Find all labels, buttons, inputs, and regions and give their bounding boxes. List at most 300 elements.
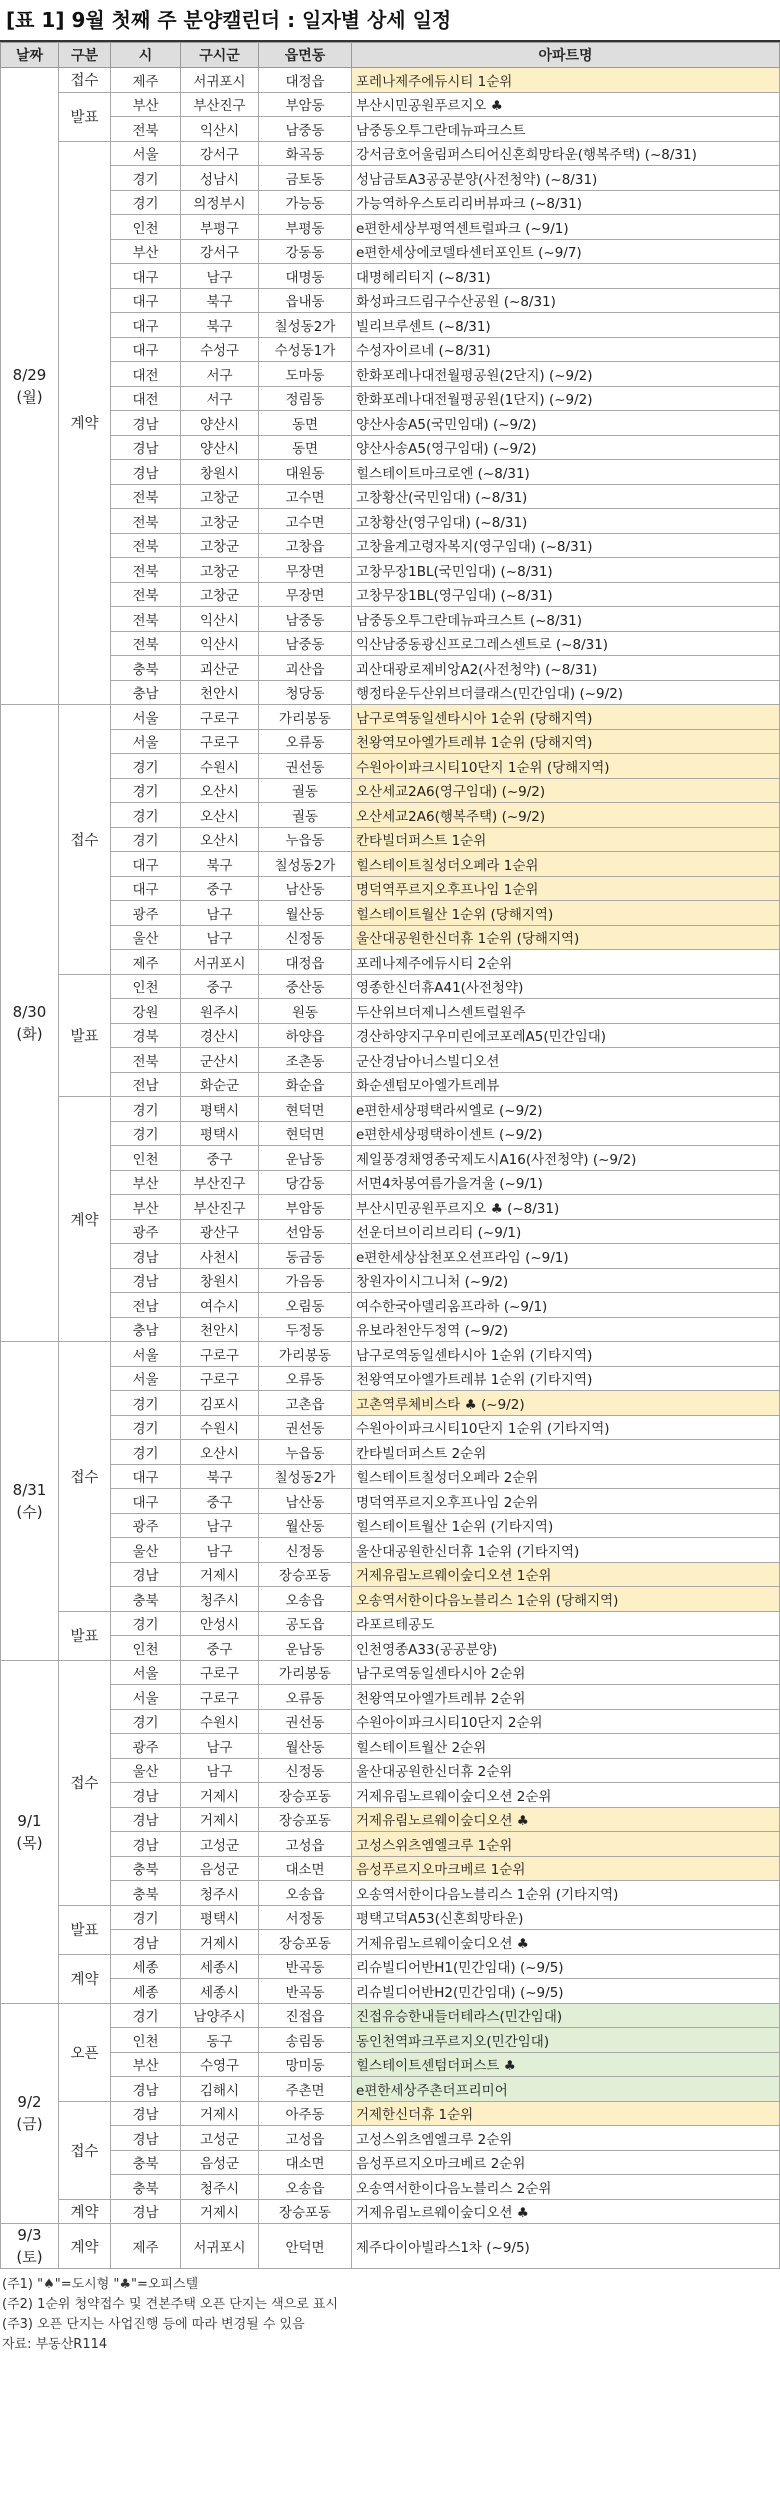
district-cell: 경산시 xyxy=(181,1023,259,1048)
apartment-cell: e편한세상에코델타센터포인트 (~9/7) xyxy=(352,239,780,264)
city-cell: 경남 xyxy=(111,2077,181,2102)
table-row xyxy=(1,2052,780,2077)
town-cell: 남산동 xyxy=(259,876,352,901)
city-cell: 대구 xyxy=(111,1489,181,1514)
district-cell: 고창군 xyxy=(181,582,259,607)
table-row xyxy=(1,1219,780,1244)
town-cell: 현덕면 xyxy=(259,1097,352,1122)
town-cell: 남중동 xyxy=(259,117,352,142)
table-row xyxy=(1,2175,780,2200)
apartment-cell: 포레나제주에듀시티 1순위 xyxy=(352,68,780,93)
district-cell: 평택시 xyxy=(181,1097,259,1122)
table-row xyxy=(1,1342,780,1367)
district-cell: 양산시 xyxy=(181,411,259,436)
apartment-cell: 선운더브이리브리티 (~9/1) xyxy=(352,1219,780,1244)
city-cell: 대구 xyxy=(111,1464,181,1489)
table-row xyxy=(1,1072,780,1097)
table-row xyxy=(1,1097,780,1122)
apartment-cell: 빌리브루센트 (~8/31) xyxy=(352,313,780,338)
apartment-cell: 괴산대광로제비앙A2(사전청약) (~8/31) xyxy=(352,656,780,681)
town-cell: 주촌면 xyxy=(259,2077,352,2102)
town-cell: 괴산읍 xyxy=(259,656,352,681)
city-cell: 경기 xyxy=(111,803,181,828)
apartment-cell: 가능역하우스토리리버뷰파크 (~8/31) xyxy=(352,190,780,215)
city-cell: 전북 xyxy=(111,558,181,583)
table-row xyxy=(1,288,780,313)
district-cell: 남구 xyxy=(181,901,259,926)
apartment-cell: e편한세상평택하이센트 (~9/2) xyxy=(352,1121,780,1146)
table-row xyxy=(1,631,780,656)
town-cell: 누읍동 xyxy=(259,827,352,852)
category-cell: 오픈 xyxy=(59,2003,111,2101)
date-cell: 9/1 (목) xyxy=(1,1660,59,2003)
apartment-cell: 오산세교2A6(영구임대) (~9/2) xyxy=(352,778,780,803)
town-cell: 정림동 xyxy=(259,386,352,411)
district-cell: 수원시 xyxy=(181,754,259,779)
apartment-cell: 명덕역푸르지오후프나임 1순위 xyxy=(352,876,780,901)
town-cell: 대정읍 xyxy=(259,68,352,93)
town-cell: 가음동 xyxy=(259,1268,352,1293)
city-cell: 충남 xyxy=(111,1317,181,1342)
town-cell: 누읍동 xyxy=(259,1440,352,1465)
city-cell: 부산 xyxy=(111,1170,181,1195)
district-cell: 김해시 xyxy=(181,2077,259,2102)
table-row xyxy=(1,1513,780,1538)
district-cell: 청주시 xyxy=(181,1587,259,1612)
apartment-cell: 오송역서한이다음노블리스 1순위 (기타지역) xyxy=(352,1881,780,1906)
town-cell: 대원동 xyxy=(259,460,352,485)
district-cell: 구로구 xyxy=(181,1342,259,1367)
district-cell: 구로구 xyxy=(181,705,259,730)
date-cell: 8/30 (화) xyxy=(1,705,59,1342)
city-cell: 경남 xyxy=(111,435,181,460)
town-cell: 오림동 xyxy=(259,1293,352,1318)
district-cell: 천안시 xyxy=(181,680,259,705)
town-cell: 고창읍 xyxy=(259,533,352,558)
apartment-cell: 힐스테이트센텀더퍼스트 ♣ xyxy=(352,2052,780,2077)
header-date: 날짜 xyxy=(1,43,59,68)
city-cell: 전북 xyxy=(111,1048,181,1073)
source-note: 자료: 부동산R114 xyxy=(2,2337,108,2352)
city-cell: 대전 xyxy=(111,362,181,387)
table-row xyxy=(1,1317,780,1342)
city-cell: 경남 xyxy=(111,2101,181,2126)
apartment-cell: 남구로역동일센타시아 1순위 (당해지역) xyxy=(352,705,780,730)
apartment-cell: 남구로역동일센타시아 2순위 xyxy=(352,1660,780,1685)
town-cell: 망미동 xyxy=(259,2052,352,2077)
apartment-cell: 천왕역모아엘가트레뷰 1순위 (당해지역) xyxy=(352,729,780,754)
table-row xyxy=(1,1979,780,2004)
district-cell: 오산시 xyxy=(181,827,259,852)
town-cell: 신정동 xyxy=(259,1758,352,1783)
apartment-cell: e편한세상평택라씨엘로 (~9/2) xyxy=(352,1097,780,1122)
district-cell: 고창군 xyxy=(181,533,259,558)
table-row xyxy=(1,533,780,558)
table-row xyxy=(1,386,780,411)
city-cell: 경남 xyxy=(111,1832,181,1857)
district-cell: 고창군 xyxy=(181,509,259,534)
apartment-cell: 수원아이파크시티10단지 1순위 (기타지역) xyxy=(352,1415,780,1440)
table-row xyxy=(1,1660,780,1685)
table-row xyxy=(1,1195,780,1220)
town-cell: 수성동1가 xyxy=(259,337,352,362)
table-row xyxy=(1,778,780,803)
city-cell: 제주 xyxy=(111,2224,181,2269)
apartment-cell: e편한세상주촌더프리미어 xyxy=(352,2077,780,2102)
city-cell: 경기 xyxy=(111,1097,181,1122)
city-cell: 부산 xyxy=(111,92,181,117)
table-row xyxy=(1,68,780,93)
town-cell: 오송읍 xyxy=(259,1587,352,1612)
apartment-cell: 힐스테이트월산 1순위 (당해지역) xyxy=(352,901,780,926)
apartment-cell: 거제유림노르웨이숲디오션 ♣ xyxy=(352,1930,780,1955)
city-cell: 세종 xyxy=(111,1979,181,2004)
city-cell: 충북 xyxy=(111,656,181,681)
city-cell: 충북 xyxy=(111,2150,181,2175)
district-cell: 화순군 xyxy=(181,1072,259,1097)
town-cell: 고수면 xyxy=(259,484,352,509)
city-cell: 울산 xyxy=(111,1538,181,1563)
district-cell: 익산시 xyxy=(181,607,259,632)
district-cell: 거제시 xyxy=(181,2101,259,2126)
town-cell: 칠성동2가 xyxy=(259,852,352,877)
city-cell: 제주 xyxy=(111,68,181,93)
city-cell: 경기 xyxy=(111,1415,181,1440)
apartment-cell: 강서금호어울림퍼스티어신혼희망타운(행복주택) (~8/31) xyxy=(352,141,780,166)
town-cell: 오류동 xyxy=(259,1685,352,1710)
district-cell: 사천시 xyxy=(181,1244,259,1269)
apartment-cell: e편한세상삼천포오션프라임 (~9/1) xyxy=(352,1244,780,1269)
city-cell: 전남 xyxy=(111,1072,181,1097)
category-cell: 접수 xyxy=(59,2101,111,2199)
district-cell: 강서구 xyxy=(181,141,259,166)
district-cell: 부평구 xyxy=(181,215,259,240)
apartment-cell: 고창무장1BL(영구임대) (~8/31) xyxy=(352,582,780,607)
table-row xyxy=(1,1685,780,1710)
district-cell: 오산시 xyxy=(181,778,259,803)
apartment-cell: 수원아이파크시티10단지 2순위 xyxy=(352,1709,780,1734)
town-cell: 남중동 xyxy=(259,607,352,632)
district-cell: 중구 xyxy=(181,1636,259,1661)
town-cell: 오송읍 xyxy=(259,1881,352,1906)
date-cell: 8/31 (수) xyxy=(1,1342,59,1661)
district-cell: 구로구 xyxy=(181,1660,259,1685)
town-cell: 권선동 xyxy=(259,1415,352,1440)
table-row xyxy=(1,1783,780,1808)
district-cell: 여수시 xyxy=(181,1293,259,1318)
district-cell: 성남시 xyxy=(181,166,259,191)
table-row xyxy=(1,1832,780,1857)
town-cell: 조촌동 xyxy=(259,1048,352,1073)
town-cell: 대정읍 xyxy=(259,950,352,975)
city-cell: 경남 xyxy=(111,2199,181,2224)
district-cell: 북구 xyxy=(181,1464,259,1489)
apartment-cell: 남중동오투그란데뉴파크스트 (~8/31) xyxy=(352,607,780,632)
town-cell: 가능동 xyxy=(259,190,352,215)
town-cell: 두정동 xyxy=(259,1317,352,1342)
table-row xyxy=(1,852,780,877)
apartment-cell: 힐스테이트칠성더오페라 2순위 xyxy=(352,1464,780,1489)
apartment-cell: 음성푸르지오마크베르 2순위 xyxy=(352,2150,780,2175)
apartment-cell: 인천영종A33(공공분양) xyxy=(352,1636,780,1661)
district-cell: 서구 xyxy=(181,386,259,411)
city-cell: 서울 xyxy=(111,141,181,166)
city-cell: 경북 xyxy=(111,1023,181,1048)
apartment-cell: 힐스테이트월산 1순위 (기타지역) xyxy=(352,1513,780,1538)
town-cell: 진접읍 xyxy=(259,2003,352,2028)
city-cell: 인천 xyxy=(111,1636,181,1661)
city-cell: 대구 xyxy=(111,852,181,877)
district-cell: 서귀포시 xyxy=(181,68,259,93)
town-cell: 권선동 xyxy=(259,1709,352,1734)
district-cell: 구로구 xyxy=(181,729,259,754)
town-cell: 공도읍 xyxy=(259,1611,352,1636)
table-row xyxy=(1,1146,780,1171)
apartment-cell: 경산하양지구우미린에코포레A5(민간임대) xyxy=(352,1023,780,1048)
city-cell: 전북 xyxy=(111,631,181,656)
table-row xyxy=(1,484,780,509)
city-cell: 경기 xyxy=(111,2003,181,2028)
table-row xyxy=(1,1611,780,1636)
table-row xyxy=(1,1170,780,1195)
table-row xyxy=(1,1464,780,1489)
table-row xyxy=(1,1587,780,1612)
apartment-cell: 양산사송A5(국민임대) (~9/2) xyxy=(352,411,780,436)
town-cell: 장승포동 xyxy=(259,2199,352,2224)
town-cell: 궐동 xyxy=(259,778,352,803)
apartment-cell: 고창황산(국민임대) (~8/31) xyxy=(352,484,780,509)
apartment-cell: 수성자이르네 (~8/31) xyxy=(352,337,780,362)
district-cell: 강서구 xyxy=(181,239,259,264)
town-cell: 부평동 xyxy=(259,215,352,240)
city-cell: 광주 xyxy=(111,1513,181,1538)
table-row xyxy=(1,2028,780,2053)
city-cell: 서울 xyxy=(111,705,181,730)
table-row xyxy=(1,460,780,485)
town-cell: 당감동 xyxy=(259,1170,352,1195)
city-cell: 광주 xyxy=(111,901,181,926)
district-cell: 서구 xyxy=(181,362,259,387)
table-row xyxy=(1,1366,780,1391)
town-cell: 대명동 xyxy=(259,264,352,289)
table-body xyxy=(1,68,780,2269)
district-cell: 부산진구 xyxy=(181,1170,259,1195)
header-apartment: 아파트명 xyxy=(352,43,780,68)
district-cell: 음성군 xyxy=(181,1856,259,1881)
table-row xyxy=(1,582,780,607)
table-row xyxy=(1,803,780,828)
district-cell: 남구 xyxy=(181,1538,259,1563)
city-cell: 충북 xyxy=(111,1856,181,1881)
district-cell: 음성군 xyxy=(181,2150,259,2175)
city-cell: 대전 xyxy=(111,386,181,411)
table-row xyxy=(1,1881,780,1906)
page-title: [표 1] 9월 첫째 주 분양캘린더 : 일자별 상세 일정 xyxy=(0,0,780,42)
district-cell: 거제시 xyxy=(181,1562,259,1587)
apartment-cell: 동인천역파크푸르지오(민간임대) xyxy=(352,2028,780,2053)
district-cell: 고창군 xyxy=(181,558,259,583)
district-cell: 거제시 xyxy=(181,1807,259,1832)
city-cell: 전북 xyxy=(111,607,181,632)
city-cell: 울산 xyxy=(111,925,181,950)
town-cell: 장승포동 xyxy=(259,1562,352,1587)
apartment-cell: 군산경남아너스빌디오션 xyxy=(352,1048,780,1073)
category-cell: 발표 xyxy=(59,1611,111,1660)
city-cell: 경남 xyxy=(111,1783,181,1808)
town-cell: 장승포동 xyxy=(259,1807,352,1832)
city-cell: 서울 xyxy=(111,1342,181,1367)
city-cell: 경기 xyxy=(111,754,181,779)
town-cell: 고성읍 xyxy=(259,2126,352,2151)
town-cell: 동금동 xyxy=(259,1244,352,1269)
district-cell: 동구 xyxy=(181,2028,259,2053)
town-cell: 안덕면 xyxy=(259,2224,352,2269)
city-cell: 서울 xyxy=(111,729,181,754)
header-category: 구분 xyxy=(59,43,111,68)
town-cell: 도마동 xyxy=(259,362,352,387)
district-cell: 고창군 xyxy=(181,484,259,509)
district-cell: 거제시 xyxy=(181,1783,259,1808)
town-cell: 금토동 xyxy=(259,166,352,191)
city-cell: 경기 xyxy=(111,778,181,803)
district-cell: 거제시 xyxy=(181,2199,259,2224)
apartment-cell: 양산사송A5(영구임대) (~9/2) xyxy=(352,435,780,460)
district-cell: 거제시 xyxy=(181,1930,259,1955)
table-row xyxy=(1,1415,780,1440)
apartment-cell: 영종한신더휴A41(사전청약) xyxy=(352,974,780,999)
table-row xyxy=(1,1930,780,1955)
table-row xyxy=(1,558,780,583)
district-cell: 평택시 xyxy=(181,1121,259,1146)
table-row xyxy=(1,1538,780,1563)
apartment-cell: 칸타빌더퍼스트 1순위 xyxy=(352,827,780,852)
apartment-cell: 고촌역루체비스타 ♣ (~9/2) xyxy=(352,1391,780,1416)
table-row xyxy=(1,117,780,142)
category-cell: 계약 xyxy=(59,141,111,705)
apartment-cell: 힐스테이트마크로엔 (~8/31) xyxy=(352,460,780,485)
apartment-cell: 유보라천안두정역 (~9/2) xyxy=(352,1317,780,1342)
town-cell: 오송읍 xyxy=(259,2175,352,2200)
apartment-cell: 명덕역푸르지오후프나임 2순위 xyxy=(352,1489,780,1514)
district-cell: 세종시 xyxy=(181,1954,259,1979)
district-cell: 안성시 xyxy=(181,1611,259,1636)
apartment-cell: 화성파크드림구수산공원 (~8/31) xyxy=(352,288,780,313)
table-row xyxy=(1,1489,780,1514)
town-cell: 원동 xyxy=(259,999,352,1024)
table-row xyxy=(1,92,780,117)
district-cell: 고성군 xyxy=(181,1832,259,1857)
city-cell: 경기 xyxy=(111,1121,181,1146)
district-cell: 의정부시 xyxy=(181,190,259,215)
header-district: 구시군 xyxy=(181,43,259,68)
apartment-cell: 천왕역모아엘가트레뷰 1순위 (기타지역) xyxy=(352,1366,780,1391)
city-cell: 인천 xyxy=(111,2028,181,2053)
table-row xyxy=(1,607,780,632)
apartment-cell: 한화포레나대전월평공원(2단지) (~9/2) xyxy=(352,362,780,387)
district-cell: 괴산군 xyxy=(181,656,259,681)
city-cell: 대구 xyxy=(111,264,181,289)
table-header-row xyxy=(1,43,780,68)
apartment-cell: 부산시민공원푸르지오 ♣ xyxy=(352,92,780,117)
date-cell: 9/3 (토) xyxy=(1,2224,59,2269)
table-row xyxy=(1,705,780,730)
apartment-cell: 부산시민공원푸르지오 ♣ (~8/31) xyxy=(352,1195,780,1220)
table-row xyxy=(1,215,780,240)
table-row xyxy=(1,827,780,852)
town-cell: 현덕면 xyxy=(259,1121,352,1146)
town-cell: 중산동 xyxy=(259,974,352,999)
district-cell: 군산시 xyxy=(181,1048,259,1073)
town-cell: 읍내동 xyxy=(259,288,352,313)
town-cell: 궐동 xyxy=(259,803,352,828)
apartment-cell: 고창율계고령자복지(영구임대) (~8/31) xyxy=(352,533,780,558)
header-town: 읍면동 xyxy=(259,43,352,68)
city-cell: 경기 xyxy=(111,827,181,852)
apartment-cell: 거제유림노르웨이숲디오션 2순위 xyxy=(352,1783,780,1808)
district-cell: 양산시 xyxy=(181,435,259,460)
table-row xyxy=(1,141,780,166)
city-cell: 경기 xyxy=(111,1391,181,1416)
table-row xyxy=(1,2077,780,2102)
town-cell: 남중동 xyxy=(259,631,352,656)
table-row xyxy=(1,1244,780,1269)
apartment-cell: 거제한신더휴 1순위 xyxy=(352,2101,780,2126)
city-cell: 서울 xyxy=(111,1366,181,1391)
city-cell: 대구 xyxy=(111,337,181,362)
district-cell: 수영구 xyxy=(181,2052,259,2077)
town-cell: 권선동 xyxy=(259,754,352,779)
town-cell: 고촌읍 xyxy=(259,1391,352,1416)
apartment-cell: 화순센텀모아엘가트레뷰 xyxy=(352,1072,780,1097)
apartment-cell: 고창황산(영구임대) (~8/31) xyxy=(352,509,780,534)
apartment-cell: 행정타운두산위브더클래스(민간임대) (~9/2) xyxy=(352,680,780,705)
town-cell: 하양읍 xyxy=(259,1023,352,1048)
city-cell: 대구 xyxy=(111,876,181,901)
category-cell: 계약 xyxy=(59,1097,111,1342)
apartment-cell: 창원자이시그니처 (~9/2) xyxy=(352,1268,780,1293)
table-row xyxy=(1,1562,780,1587)
apartment-cell: 울산대공원한신더휴 2순위 xyxy=(352,1758,780,1783)
apartment-cell: 포레나제주에듀시티 2순위 xyxy=(352,950,780,975)
table-row xyxy=(1,362,780,387)
city-cell: 부산 xyxy=(111,239,181,264)
town-cell: 고성읍 xyxy=(259,1832,352,1857)
schedule-table xyxy=(0,42,780,2269)
town-cell: 남산동 xyxy=(259,1489,352,1514)
apartment-cell: 오송역서한이다음노블리스 2순위 xyxy=(352,2175,780,2200)
apartment-cell: 거제유림노르웨이숲디오션 ♣ xyxy=(352,1807,780,1832)
apartment-cell: 익산남중동광신프로그레스센트로 (~8/31) xyxy=(352,631,780,656)
district-cell: 남구 xyxy=(181,925,259,950)
town-cell: 서정동 xyxy=(259,1905,352,1930)
town-cell: 청당동 xyxy=(259,680,352,705)
apartment-cell: 거제유림노르웨이숲디오션 1순위 xyxy=(352,1562,780,1587)
district-cell: 중구 xyxy=(181,876,259,901)
apartment-cell: 한화포레나대전월평공원(1단지) (~9/2) xyxy=(352,386,780,411)
table-row xyxy=(1,754,780,779)
city-cell: 울산 xyxy=(111,1758,181,1783)
town-cell: 동면 xyxy=(259,411,352,436)
city-cell: 서울 xyxy=(111,1660,181,1685)
town-cell: 화순읍 xyxy=(259,1072,352,1097)
town-cell: 월산동 xyxy=(259,901,352,926)
city-cell: 전북 xyxy=(111,509,181,534)
apartment-cell: 두산위브더제니스센트럴원주 xyxy=(352,999,780,1024)
footnote: (주2) 1순위 청약접수 및 견본주택 오픈 단지는 색으로 표시 xyxy=(2,2297,339,2312)
city-cell: 전남 xyxy=(111,1293,181,1318)
town-cell: 칠성동2가 xyxy=(259,1464,352,1489)
district-cell: 남구 xyxy=(181,1734,259,1759)
